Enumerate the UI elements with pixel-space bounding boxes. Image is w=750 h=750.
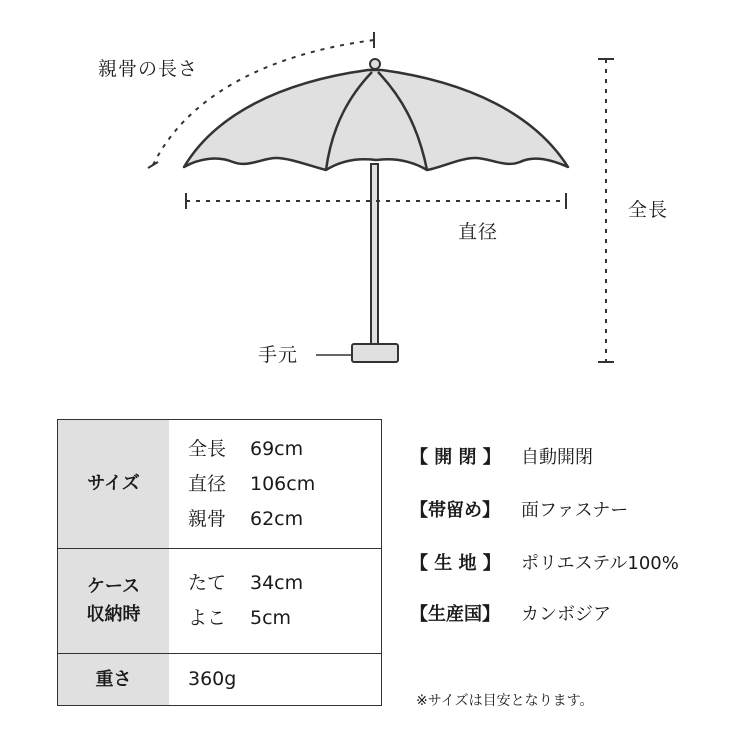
info-value: 面ファスナー	[521, 500, 629, 521]
spec-value: 106cm	[250, 472, 316, 495]
spec-header-text: ケース	[86, 576, 141, 597]
spec-header-text: 収納時	[86, 604, 141, 625]
info-row-open-close	[410, 443, 593, 469]
spec-table	[57, 419, 382, 706]
info-row-origin	[410, 600, 611, 626]
info-row-fabric	[410, 549, 679, 575]
info-row-strap	[410, 496, 628, 522]
spec-values	[188, 420, 315, 548]
spec-line	[188, 432, 315, 467]
spec-line	[188, 502, 315, 537]
spec-value: 69cm	[250, 437, 304, 460]
spec-value: 5cm	[250, 607, 292, 629]
spec-header-text: サイズ	[87, 473, 140, 494]
spec-key: 直径	[188, 472, 227, 495]
info-key: 【 開 閉 】	[410, 447, 501, 468]
spec-value: 62cm	[250, 507, 304, 530]
info-key: 【生産国】	[410, 604, 500, 625]
umbrella-canopy	[184, 70, 568, 170]
spec-header	[58, 549, 169, 653]
spec-key: たて	[188, 572, 227, 594]
spec-row-size	[58, 420, 381, 548]
spec-value: 360g	[188, 668, 237, 690]
umbrella-tip	[370, 59, 380, 69]
spec-line	[188, 566, 303, 601]
diameter-label: 直径	[458, 221, 499, 243]
spec-key: 全長	[188, 437, 227, 460]
spec-row-case	[58, 548, 381, 653]
info-key: 【帯留め】	[410, 500, 500, 521]
size-note: ※サイズは目安となります。	[416, 693, 594, 709]
spec-key: よこ	[188, 607, 227, 629]
info-value: カンボジア	[521, 604, 611, 625]
spec-values	[188, 654, 236, 705]
spec-line	[188, 467, 315, 502]
spec-value: 34cm	[250, 572, 304, 594]
spec-header-text: 重さ	[95, 668, 132, 690]
grip-label: 手元	[258, 344, 299, 366]
spec-values	[188, 549, 303, 653]
umbrella-grip	[352, 344, 398, 362]
spec-line	[188, 662, 236, 697]
spec-key: 親骨	[188, 507, 227, 530]
info-value: ポリエステル100%	[521, 553, 679, 574]
spec-line	[188, 601, 303, 636]
info-key: 【 生 地 】	[410, 553, 501, 574]
info-value: 自動開閉	[521, 447, 593, 468]
spec-row-weight	[58, 653, 381, 705]
total-length-label: 全長	[628, 199, 669, 221]
umbrella-shaft	[371, 164, 378, 346]
spec-header	[58, 420, 169, 548]
rib-length-label: 親骨の長さ	[98, 58, 199, 80]
spec-header	[58, 654, 169, 705]
